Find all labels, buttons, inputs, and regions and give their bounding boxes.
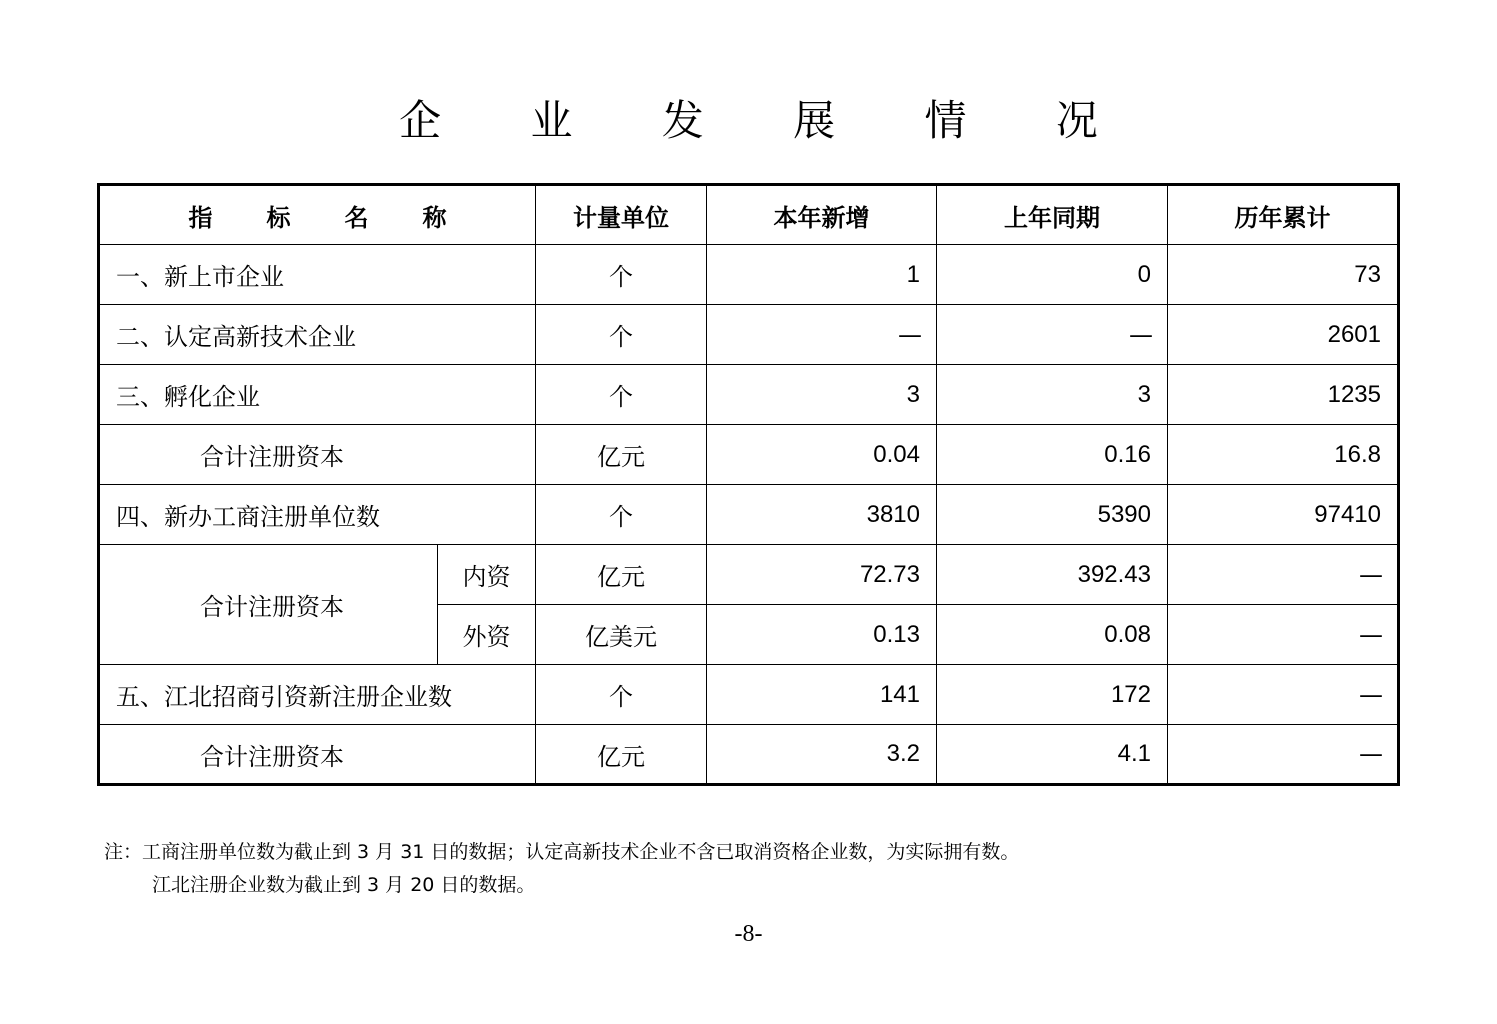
row-unit: 个 [536,305,707,365]
row-last-year: 172 [937,665,1168,725]
row-cumulative: 73 [1168,245,1399,305]
row-cumulative: — [1168,665,1399,725]
row-unit: 个 [536,665,707,725]
table-row [99,485,1399,545]
table-row [99,425,1399,485]
row-name: 合计注册资本 [99,725,536,785]
enterprise-stats-table [97,183,1400,786]
row-this-year: 72.73 [707,545,937,605]
row-cumulative: 2601 [1168,305,1399,365]
row-unit: 个 [536,365,707,425]
row-unit: 个 [536,485,707,545]
row-this-year: 141 [707,665,937,725]
row-this-year: 0.04 [707,425,937,485]
row-last-year: 392.43 [937,545,1168,605]
row-last-year: 0.16 [937,425,1168,485]
row-last-year: 4.1 [937,725,1168,785]
row-unit: 亿元 [536,545,707,605]
row-sub-label: 外资 [438,605,536,665]
header-this-year: 本年新增 [707,185,937,245]
row-name: 合计注册资本 [99,425,536,485]
table-header-row [99,185,1399,245]
footnotes [104,836,1019,902]
header-name: 指标名称 [99,185,536,245]
row-this-year: 3 [707,365,937,425]
row-unit: 个 [536,245,707,305]
footnote-line: 注：工商注册单位数为截止到 3 月 31 日的数据；认定高新技术企业不含已取消资格企业数，为实际拥有数。 [104,841,1020,863]
row-cumulative: 1235 [1168,365,1399,425]
row-this-year: 3.2 [707,725,937,785]
row-this-year: 1 [707,245,937,305]
row-sub-label: 内资 [438,545,536,605]
row-unit: 亿美元 [536,605,707,665]
table-row [99,725,1399,785]
table-row [99,305,1399,365]
row-unit: 亿元 [536,725,707,785]
row-name: 三、孵化企业 [99,365,536,425]
row-cumulative: — [1168,725,1399,785]
row-name: 合计注册资本 [99,545,438,665]
row-name: 五、江北招商引资新注册企业数 [99,665,536,725]
header-cumulative: 历年累计 [1168,185,1399,245]
row-cumulative: 97410 [1168,485,1399,545]
row-this-year: — [707,305,937,365]
row-cumulative: 16.8 [1168,425,1399,485]
page-number: -8- [734,921,763,947]
row-last-year: 3 [937,365,1168,425]
header-last-year: 上年同期 [937,185,1168,245]
row-last-year: 0.08 [937,605,1168,665]
table-row [99,245,1399,305]
row-cumulative: — [1168,605,1399,665]
row-name: 四、新办工商注册单位数 [99,485,536,545]
row-last-year: — [937,305,1168,365]
row-this-year: 3810 [707,485,937,545]
row-unit: 亿元 [536,425,707,485]
table-row [99,365,1399,425]
row-this-year: 0.13 [707,605,937,665]
row-last-year: 5390 [937,485,1168,545]
row-cumulative: — [1168,545,1399,605]
row-name: 二、认定高新技术企业 [99,305,536,365]
table-row [99,545,1399,605]
footnote-line: 江北注册企业数为截止到 3 月 20 日的数据。 [152,874,536,896]
row-name: 一、新上市企业 [99,245,536,305]
header-unit: 计量单位 [536,185,707,245]
page-title: 企 业 发 展 情 况 [399,96,1136,145]
table-row [99,665,1399,725]
row-last-year: 0 [937,245,1168,305]
